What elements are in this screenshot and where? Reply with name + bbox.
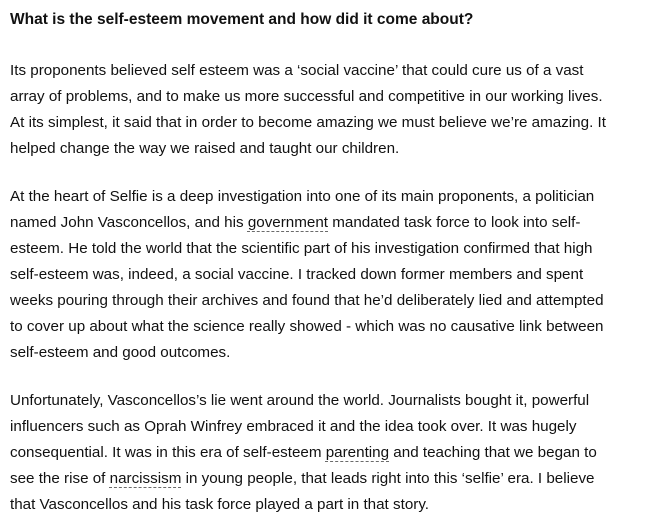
text-run: weeks pouring through their archives and found that he’d deliberately lied and attempted [10,292,604,309]
text-run: esteem. He told the world that the scientific part of his investigation confirmed that high [10,240,593,257]
text-run: At the heart of Selfie is a deep investigation into one of its main proponents, a politician [10,188,595,205]
spellcheck-underlined-word[interactable]: narcissism [109,470,182,487]
text-run: that Vasconcellos and his task force played a part in that story. [10,496,430,513]
text-line [10,492,638,518]
text-line [10,58,638,84]
text-run: array of problems, and to make us more successful and competitive in our working lives. [10,88,603,105]
text-line [10,340,638,366]
text-line [10,466,638,492]
text-line [10,288,638,314]
text-line [10,110,638,136]
text-line [10,262,638,288]
spellcheck-underlined-word[interactable]: government [247,214,329,231]
text-run: named John Vasconcellos, and his [10,214,248,231]
text-run: helped change the way we raised and taught our children. [10,140,400,157]
text-line [10,388,638,414]
paragraph-1 [10,58,638,162]
text-run: self-esteem and good outcomes. [10,344,231,361]
text-run: Its proponents believed self esteem was a ‘social vaccine’ that could cure us of a vast [10,62,584,79]
text-run: to cover up about what the science really showed - which was no causative link between [10,318,604,335]
text-line [10,184,638,210]
document-heading: What is the self-esteem movement and how did it come about? [10,11,474,28]
paragraph-3 [10,388,638,518]
text-line [10,236,638,262]
text-run: see the rise of [10,470,110,487]
text-run: consequential. It was in this era of self-esteem [10,444,326,461]
text-run: influencers such as Oprah Winfrey embraced it and the idea took over. It was hugely [10,418,577,435]
text-run: in young people, that leads right into this ‘selfie’ era. I believe [181,470,595,487]
text-line [10,136,638,162]
text-line [10,314,638,340]
spellcheck-underlined-word[interactable]: parenting [325,444,390,461]
text-run: and teaching that we began to [389,444,597,461]
paragraph-2 [10,184,638,366]
text-line [10,84,638,110]
text-run: mandated task force to look into self- [328,214,581,231]
text-line [10,414,638,440]
text-line [10,210,638,236]
text-run: self-esteem was, indeed, a social vaccine. I tracked down former members and spent [10,266,584,283]
text-run: Unfortunately, Vasconcellos’s lie went around the world. Journalists bought it, powerful [10,392,590,409]
text-run: At its simplest, it said that in order to become amazing we must believe we’re amazing. It [10,114,606,131]
text-line [10,440,638,466]
